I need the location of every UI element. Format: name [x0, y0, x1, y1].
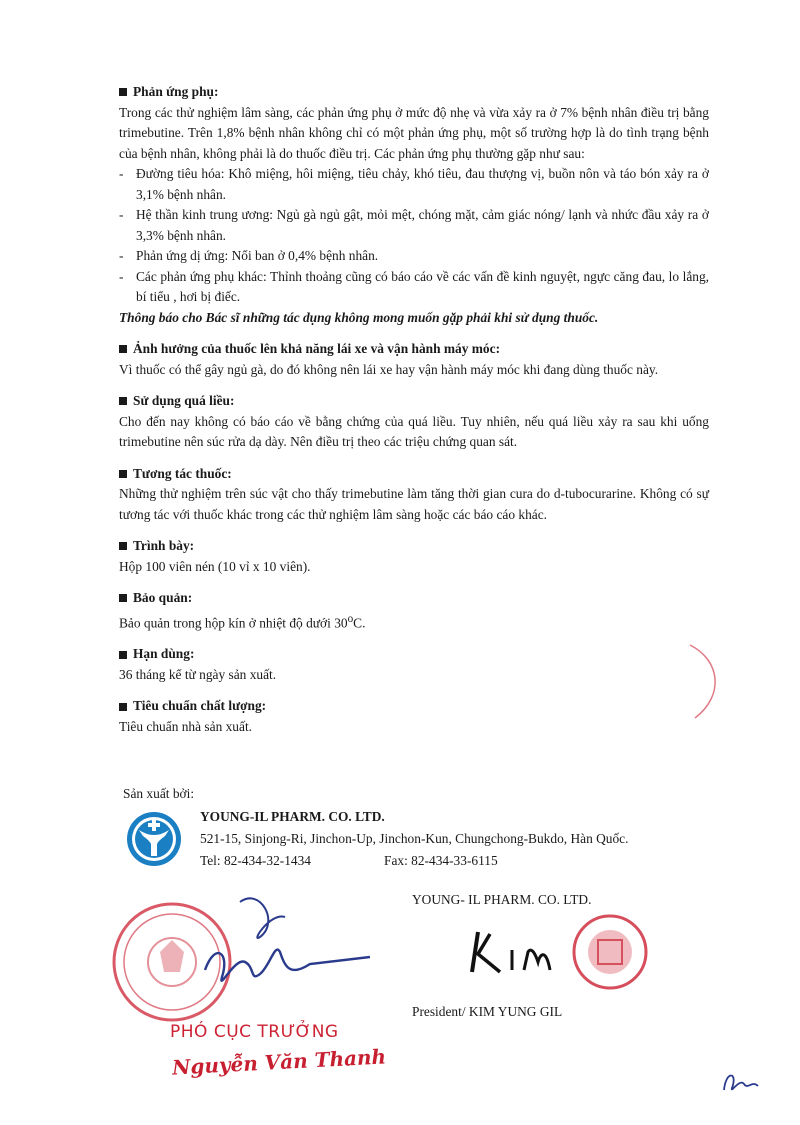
degree-sup: o: [347, 612, 354, 625]
approval-name: Nguyễn Văn Thanh: [171, 1044, 387, 1080]
presentation-section: [119, 536, 709, 577]
initials-icon: [716, 1060, 776, 1100]
bullet-square-icon: [119, 397, 127, 405]
bullet-square-icon: [119, 542, 127, 550]
list-item: - Phản ứng dị ứng: Nổi ban ở 0,4% bệnh nhân.: [119, 246, 709, 267]
official-stamp-icon: [110, 882, 370, 1032]
driving-heading-text: Ảnh hưởng của thuốc lên khả năng lái xe và vận hành máy móc:: [133, 341, 501, 356]
overdose-text: Cho đến nay không có báo cáo về bằng chứng của quá liều. Tuy nhiên, nếu quá liều xảy ra sau khi uống trimebutine nên súc rửa dạ dày. Nên điều trị theo các triệu chứng quan sát.: [119, 413, 709, 449]
shelf-life-heading-text: Hạn dùng:: [133, 646, 195, 662]
bullet-square-icon: [119, 470, 127, 478]
overdose-section: [119, 391, 709, 453]
quality-heading: [119, 696, 709, 717]
quality-text: Tiêu chuẩn nhà sản xuất.: [119, 718, 253, 734]
side-effects-notice: Thông báo cho Bác sĩ những tác dụng không mong muốn gặp phải khi sử dụng thuốc.: [119, 309, 599, 325]
interactions-heading: [119, 464, 709, 485]
list-item: - Các phản ứng phụ khác: Thỉnh thoảng cũng có báo cáo về các vấn đề kinh nguyệt, ngực căng đau, lo lắng, bí tiểu , hơi bị điếc.: [119, 267, 709, 308]
side-effects-heading-text: Phản ứng phụ:: [133, 84, 219, 99]
manufacturer-label: Sản xuất bởi:: [123, 786, 195, 801]
storage-text: [119, 609, 709, 634]
side-effects-intro: Trong các thử nghiệm lâm sàng, các phản ứng phụ ở mức độ nhẹ và vừa xảy ra ở 7% bệnh nhân điều trị bằng trimebutine. Trên 1,8% bệnh nhân không chỉ có một phản ứng phụ, một số trường hợp là do tình trạng bệnh của bệnh nhân, không phải là do thuốc điều trị. Các phản ứng phụ thường gặp như sau:: [119, 104, 709, 161]
shelf-life-text: 36 tháng kể từ ngày sản xuất.: [119, 666, 277, 682]
manufacturer-name: YOUNG-IL PHARM. CO. LTD.: [200, 809, 385, 824]
side-effects-list: [119, 164, 709, 308]
storage-text-unit: C.: [353, 614, 366, 630]
side-effects-heading: [119, 82, 709, 103]
presentation-text: Hộp 100 viên nén (10 vỉ x 10 viên).: [119, 558, 311, 574]
page-edge-stamp-icon: [680, 640, 730, 720]
shelf-life-section: [119, 644, 709, 685]
manufacturer-tel: Tel: 82-434-32-1434: [200, 853, 312, 868]
quality-section: [119, 696, 709, 737]
bullet-square-icon: [119, 703, 127, 711]
interactions-text: Những thử nghiệm trên súc vật cho thấy trimebutine làm tăng thời gian cura do d-tubocurarine. Không có sự tương tác với thuốc khác trong các thử nghiệm lâm sàng hoặc các báo cáo khác.: [119, 486, 709, 522]
manufacturer-address: 521-15, Sinjong-Ri, Jinchon-Up, Jinchon-Kun, Chungchong-Bukdo, Hàn Quốc.: [200, 831, 629, 846]
list-item: - Đường tiêu hóa: Khô miệng, hôi miệng, tiêu chảy, khó tiêu, đau thượng vị, buồn nôn và táo bón xảy ra ở 3,1% bệnh nhân.: [119, 164, 709, 205]
storage-heading: [119, 588, 709, 609]
signatory-company: YOUNG- IL PHARM. CO. LTD.: [412, 892, 592, 907]
storage-heading-text: Bảo quản:: [133, 590, 193, 605]
list-item: - Hệ thần kinh trung ương: Ngủ gà ngủ gật, mỏi mệt, chóng mặt, cảm giác nóng/ lạnh và nhức đầu xảy ra ở 3,3% bệnh nhân.: [119, 205, 709, 246]
presentation-heading: [119, 536, 709, 557]
overdose-heading-text: Sử dụng quá liều:: [133, 393, 235, 408]
driving-heading: [119, 339, 709, 360]
document-body: [119, 80, 709, 737]
manufacturer-contacts: [200, 850, 670, 872]
storage-text-main: Bảo quản trong hộp kín ở nhiệt độ dưới 30: [119, 614, 348, 630]
bullet-square-icon: [119, 88, 127, 96]
interactions-heading-text: Tương tác thuốc:: [133, 465, 232, 481]
bullet-square-icon: [119, 345, 127, 353]
interactions-section: [119, 464, 709, 526]
storage-section: [119, 588, 709, 633]
manufacturer-block: [200, 806, 670, 872]
overdose-heading: [119, 391, 709, 412]
side-effects-section: [119, 82, 709, 328]
bullet-square-icon: [119, 594, 127, 602]
manufacturer-fax: Fax: 82-434-33-6115: [384, 853, 498, 868]
presentation-heading-text: Trình bày:: [133, 538, 195, 553]
signatory-title: President/ KIM YUNG GIL: [412, 1004, 563, 1019]
president-signature-icon: [460, 912, 660, 1002]
bullet-square-icon: [119, 651, 127, 659]
company-logo-icon: [125, 810, 183, 868]
approval-title: PHÓ CỤC TRƯỞNG: [170, 1022, 339, 1042]
driving-section: [119, 339, 709, 380]
quality-heading-text: Tiêu chuẩn chất lượng:: [133, 698, 267, 714]
shelf-life-heading: [119, 644, 709, 665]
driving-text: Vì thuốc có thể gây ngủ gà, do đó không nên lái xe hay vận hành máy móc khi đang dùng thuốc này.: [119, 361, 659, 377]
